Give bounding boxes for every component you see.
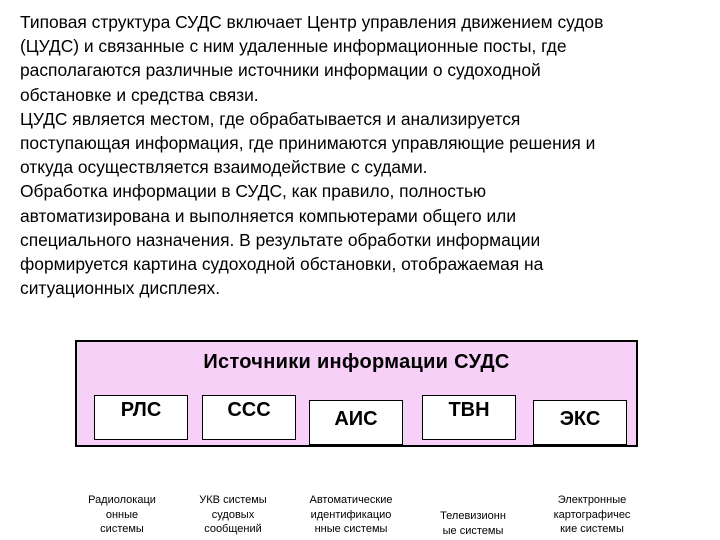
caption-tvn: Телевизионн ые системы xyxy=(440,510,506,537)
source-box-sss: ССС xyxy=(202,395,296,440)
caption-ais: Автоматические идентификацио нные системы xyxy=(309,494,393,535)
body-text xyxy=(20,10,710,300)
source-box-rls: РЛС xyxy=(94,395,188,440)
paragraph-processing: Обработка информации в СУДС, как правило, полностью автоматизирована и выполняется компьютерами общего или специального назначения. В результате обработки информации формируется картина судоходной обстановки, отображаемая на ситуационных дисплеях. xyxy=(20,181,544,299)
source-box-ais: АИС xyxy=(309,400,403,445)
source-box-eks: ЭКС xyxy=(533,400,627,445)
caption-rls: Радиолокаци онные системы xyxy=(88,494,156,535)
caption-eks: Электронные картографичес кие системы xyxy=(553,494,631,535)
source-box-tvn: ТВН xyxy=(422,395,516,440)
diagram-title: Источники информации СУДС xyxy=(203,351,510,373)
paragraph-center: ЦУДС является местом, где обрабатывается и анализируется поступающая информация, где принимаются управляющие решения и откуда осуществляется взаимодействие с судами. xyxy=(20,108,596,178)
paragraph-structure: Типовая структура СУДС включает Центр управления движением судов (ЦУДС) и связанные с ним удаленные информационные посты, где располагаются различные источники информации о судоходной обстановке и средства связи. xyxy=(20,12,604,105)
info-sources-diagram xyxy=(75,340,638,447)
caption-sss: УКВ системы судовых сообщений xyxy=(199,494,267,535)
